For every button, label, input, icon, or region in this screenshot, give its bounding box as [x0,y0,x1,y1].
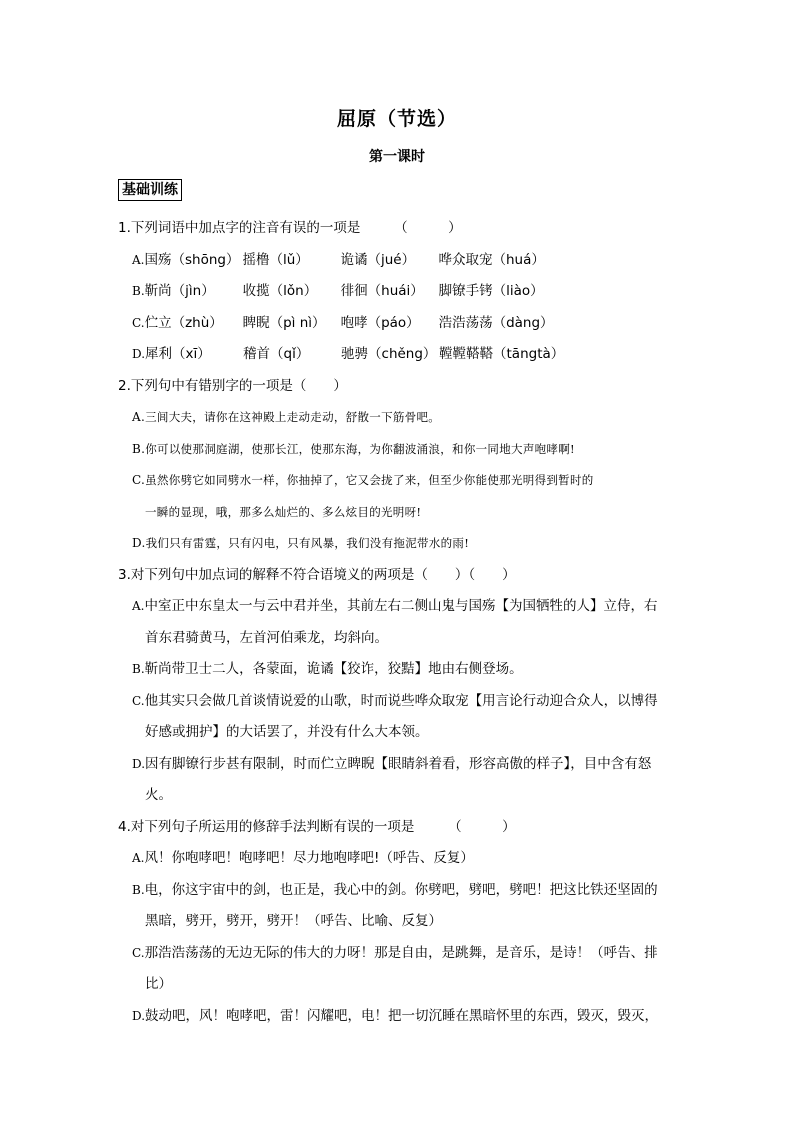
question-4-option-c: C.那浩浩荡荡的无边无际的伟大的力呀！那是自由，是跳舞，是音乐，是诗！（呼告、排 比） [132,944,658,992]
document-title: 屈原（节选） [336,108,457,130]
question-list [118,213,688,1032]
question-3-option-a: A.中室正中东皇太一与云中君并坐，其前左右二侧山鬼与国殇【为国牺牲的人】立侍，右 首东君骑黄马，左首河伯乘龙，均斜向。 [132,598,658,646]
question-3-stem: 3.对下列句中加点词的解释不符合语境义的两项是（ ）（ ） [118,566,516,583]
question-3-option-c: C.他其实只会做几首谈情说爱的山歌，时而说些哗众取宠【用言论行动迎合众人，以博得 好感或拥护】的大话罢了，并没有什么大本领。 [132,692,658,740]
question-4-stem: 4.对下列句子所运用的修辞手法判断有误的一项是 （ ） [118,818,516,835]
question-1-option-d: D.犀利（xī） 稽首（qǐ） 驰骋（chěng） 鞺鞺鞳鞳（tāngtà） [132,346,565,362]
question-2-option-b: B.你可以使那洞庭湖，使那长江，使那东海，为你翻波涌浪，和你一同地大声咆哮啊! [132,441,575,456]
question-4-option-b: B.电，你这宇宙中的剑，也正是，我心中的剑。你劈吧，劈吧，劈吧！把这比铁还坚固的 黑暗，劈开，劈开，劈开！（呼告、比喻、反复） [132,881,658,929]
question-1-option-b: B.靳尚（jìn） 收揽（lǒn） 徘徊（huái） 脚镣手铐（liào） [132,283,544,299]
question-4-option-d: D.鼓动吧，风！咆哮吧，雷！闪耀吧，电！把一切沉睡在黑暗怀里的东西，毁灭，毁灭， [132,1007,659,1024]
question-2-option-c: C.虽然你劈它如同劈水一样，你抽掉了，它又会拢了来，但至少你能使那光明得到暂时的 一瞬的显现，哦，那多么灿烂的、多么炫目的光明呀! [132,473,594,519]
question-1-stem: 1.下列词语中加点字的注音有误的一项是 （ ） [118,220,462,236]
question-3-option-d: D.因有脚镣行步甚有限制，时而伫立睥睨【眼睛斜着看，形容高傲的样子】，目中含有怒 火。 [132,755,652,803]
question-2-stem: 2.下列句中有错别字的一项是（ ） [118,377,347,394]
question-1-option-a: A.国殇（shōng） 摇橹（lǔ） 诡谲（jué） 哗众取宠（huá） [132,251,545,268]
question-2-option-a: A.三闾大夫，请你在这神殿上走动走动，舒散一下筋骨吧。 [132,410,441,424]
question-1-option-c: C.伫立（zhù） 睥睨（pì nì） 咆哮（páo） 浩浩荡荡（dàng） [132,314,554,331]
lesson-subtitle: 第一课时 [369,149,425,165]
question-4-option-a: A.风！你咆哮吧！咆哮吧！尽力地咆哮吧!（呼告、反复） [132,850,474,866]
question-3-option-b: B.靳尚带卫士二人，各蒙面，诡谲【狡诈，狡黠】地由右侧登场。 [132,661,523,677]
question-2-option-d: D.我们只有雷霆，只有闪电，只有风暴，我们没有拖泥带水的雨! [132,536,470,550]
section-label: 基础训练 [118,179,182,201]
